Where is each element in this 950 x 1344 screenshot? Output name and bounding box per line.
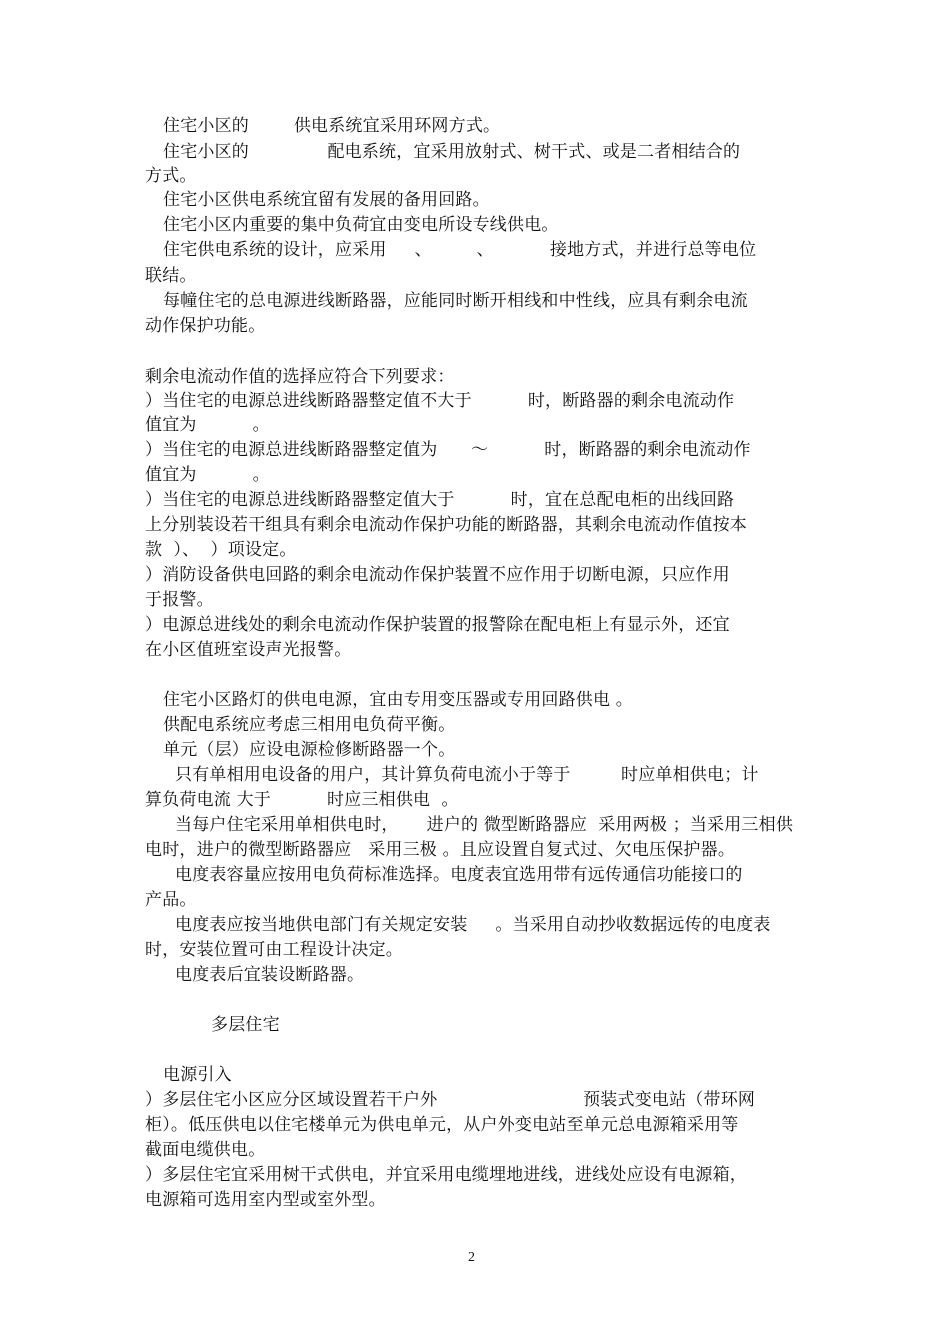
text-line: 产品。	[145, 890, 197, 910]
text-line: 单元（层）应设电源检修断路器一个。	[163, 740, 456, 760]
text-line: 电度表应按当地供电部门有关规定安装 。当采用自动抄收数据远传的电度表	[175, 915, 771, 935]
text-line: 剩余电流动作值的选择应符合下列要求：	[145, 367, 455, 387]
page-number: 2	[468, 1250, 475, 1265]
text-line: 住宅小区内重要的集中负荷宜由变电所设专线供电。	[163, 215, 559, 235]
section-heading: 多层住宅	[211, 1015, 280, 1035]
text-line: 算负荷电流 大于 时应三相供电 。	[145, 790, 459, 810]
text-line: ）消防设备供电回路的剩余电流动作保护装置不应作用于切断电源，只应作用	[145, 565, 730, 585]
text-line: 住宅供电系统的设计，应采用 、 、 接地方式，并进行总等电位	[163, 240, 757, 260]
text-line: 联结。	[145, 266, 197, 286]
text-line: ）当住宅的电源总进线断路器整定值大于 时，宜在总配电柜的出线回路	[145, 490, 735, 510]
text-line: ）当住宅的电源总进线断路器整定值为 ～ 时，断路器的剩余电流动作	[145, 440, 751, 460]
text-line: 住宅小区的 配电系统，宜采用放射式、树干式、或是二者相结合的	[163, 142, 741, 162]
text-line: 值宜为 。	[145, 465, 270, 485]
text-line: 电源箱可选用室内型或室外型。	[145, 1190, 386, 1210]
text-line: 住宅小区供电系统宜留有发展的备用回路。	[163, 190, 490, 210]
text-line: 当每户住宅采用单相供电时， 进户的 微型断路器应 采用两极 ；当采用三相供	[175, 815, 794, 835]
text-line: ）多层住宅小区应分区域设置若干户外 预装式变电站（带环网	[145, 1090, 756, 1110]
text-line: ）电源总进线处的剩余电流动作保护装置的报警除在配电柜上有显示外，还宜	[145, 615, 730, 635]
text-line: ）多层住宅宜采用树干式供电，并宜采用电缆埋地进线，进线处应设有电源箱，	[145, 1165, 747, 1185]
text-line: 时，安装位置可由工程设计决定。	[145, 940, 403, 960]
text-line: 每幢住宅的总电源进线断路器，应能同时断开相线和中性线，应具有剩余电流	[163, 291, 748, 311]
text-line: 供配电系统应考虑三相用电负荷平衡。	[163, 715, 456, 735]
text-line: 电度表后宜装设断路器。	[175, 965, 365, 985]
text-line: 电度表容量应按用电负荷标准选择。电度表宜选用带有远传通信功能接口的	[175, 865, 743, 885]
text-line: 款 ）、 ）项设定。	[145, 540, 297, 560]
text-line: 电时，进户的微型断路器应 采用三极 。且应设置自复式过、欠电压保护器。	[145, 840, 736, 860]
text-line: 住宅小区的 供电系统宜采用环网方式。	[163, 116, 501, 136]
text-line: 截面电缆供电。	[145, 1140, 266, 1160]
text-line: 只有单相用电设备的用户，其计算负荷电流小于等于 时应单相供电；计	[175, 765, 759, 785]
subsection-heading: 电源引入	[163, 1065, 232, 1085]
text-line: 动作保护功能。	[145, 316, 266, 336]
text-line: 住宅小区路灯的供电电源，宜由专用变压器或专用回路供电 。	[163, 690, 634, 710]
text-line: 值宜为 。	[145, 415, 270, 435]
text-line: 上分别装设若干组具有剩余电流动作保护功能的断路器，其剩余电流动作值按本	[145, 515, 747, 535]
text-line: 于报警。	[145, 590, 214, 610]
text-line: ）当住宅的电源总进线断路器整定值不大于 时，断路器的剩余电流动作	[145, 391, 735, 411]
text-line: 方式。	[145, 166, 197, 186]
text-line: 柜）。低压供电以住宅楼单元为供电单元，从户外变电站至单元总电源箱采用等	[145, 1115, 739, 1135]
text-line: 在小区值班室设声光报警。	[145, 640, 352, 660]
